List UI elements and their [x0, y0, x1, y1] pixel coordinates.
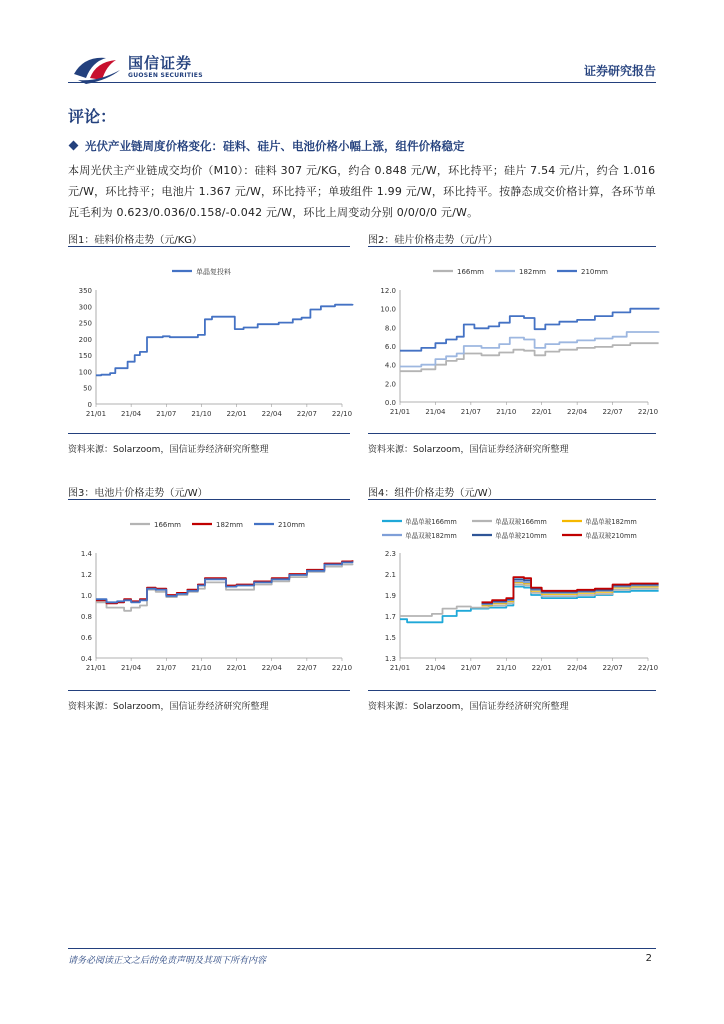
- y-tick-label: 100: [78, 368, 92, 377]
- legend-label: 单晶双玻210mm: [585, 532, 637, 540]
- y-tick-label: 200: [78, 335, 92, 344]
- figure-1-source: 资料来源：Solarzoom，国信证券经济研究所整理: [68, 445, 269, 455]
- series-line-166mm: [400, 343, 659, 371]
- y-tick-label: 150: [78, 352, 92, 361]
- figure-3-bottom-rule: [68, 690, 350, 691]
- x-tick-label: 22/04: [261, 410, 282, 418]
- series-line-单晶复投料: [96, 304, 353, 375]
- y-tick-label: 2.3: [384, 550, 396, 558]
- figure-1-caption: 图1：硅料价格走势（元/KG）: [68, 235, 203, 246]
- x-tick-label: 21/10: [496, 664, 517, 672]
- x-tick-label: 22/10: [637, 408, 659, 416]
- x-tick-label: 21/04: [425, 664, 446, 672]
- figure-4-rule: [368, 499, 656, 500]
- y-tick-label: 50: [83, 384, 92, 393]
- y-tick-label: 12.0: [380, 287, 396, 295]
- bullet-heading: [68, 138, 465, 154]
- bullet-heading-text: 光伏产业链周度价格变化：硅料、硅片、电池价格小幅上涨，组件价格稳定: [85, 139, 465, 153]
- x-tick-label: 22/01: [531, 664, 552, 672]
- logo-text-en: GUOSEN SECURITIES: [128, 72, 203, 79]
- legend-label: 单晶单玻166mm: [405, 518, 457, 526]
- series-line-182mm: [400, 332, 659, 367]
- x-tick-label: 21/04: [425, 408, 446, 416]
- y-tick-label: 1.4: [80, 550, 92, 558]
- series-line-单晶双玻166mm: [400, 585, 659, 617]
- figure-1-bottom-rule: [68, 433, 350, 434]
- footer-divider: [68, 948, 656, 949]
- logo-text-cn: 国信证券: [128, 54, 193, 72]
- x-tick-label: 21/07: [460, 408, 481, 416]
- figure-3-caption: 图3：电池片价格走势（元/W）: [68, 488, 208, 499]
- x-tick-label: 21/04: [121, 410, 142, 418]
- legend-label: 单晶双玻166mm: [495, 518, 547, 526]
- y-tick-label: 6.0: [384, 343, 396, 351]
- header-divider: [68, 82, 656, 83]
- y-tick-label: 1.5: [384, 634, 396, 642]
- x-tick-label: 21/10: [191, 410, 212, 418]
- report-type-label: 证券研究报告: [583, 64, 656, 78]
- x-tick-label: 22/01: [531, 408, 552, 416]
- x-tick-label: 22/04: [567, 664, 588, 672]
- legend-label: 210mm: [278, 521, 305, 529]
- x-tick-label: 21/10: [191, 664, 212, 672]
- y-tick-label: 1.2: [80, 571, 92, 579]
- legend-label: 单晶单玻210mm: [495, 532, 547, 540]
- y-tick-label: 0.8: [80, 613, 92, 621]
- y-tick-label: 2.0: [384, 380, 396, 389]
- y-tick-label: 250: [78, 319, 92, 328]
- x-tick-label: 22/01: [226, 410, 247, 418]
- footer-disclaimer: 请务必阅读正文之后的免责声明及其项下所有内容: [68, 956, 267, 966]
- y-tick-label: 1.7: [384, 613, 396, 621]
- x-tick-label: 22/07: [296, 410, 317, 418]
- legend-label: 166mm: [154, 521, 181, 529]
- figure-2-source: 资料来源：Solarzoom，国信证券经济研究所整理: [368, 445, 569, 455]
- y-tick-label: 1.0: [80, 592, 92, 600]
- legend-label: 210mm: [581, 268, 608, 276]
- x-tick-label: 22/04: [567, 408, 588, 416]
- x-tick-label: 21/01: [389, 408, 411, 416]
- y-tick-label: 0.6: [80, 634, 92, 642]
- legend-label: 182mm: [216, 521, 243, 529]
- x-tick-label: 22/04: [261, 664, 282, 672]
- x-tick-label: 21/01: [85, 410, 107, 418]
- x-tick-label: 22/10: [331, 664, 353, 672]
- x-tick-label: 22/07: [296, 664, 317, 672]
- legend-label: 单晶双玻182mm: [405, 532, 457, 540]
- figure-3-rule: [68, 499, 350, 500]
- x-tick-label: 21/07: [460, 664, 481, 672]
- y-tick-label: 350: [78, 287, 92, 295]
- y-tick-label: 300: [78, 303, 92, 312]
- x-tick-label: 22/07: [602, 664, 623, 672]
- legend-label: 单晶单玻182mm: [585, 518, 637, 526]
- x-tick-label: 22/01: [226, 664, 247, 672]
- figure-3-source: 资料来源：Solarzoom，国信证券经济研究所整理: [68, 702, 269, 712]
- figure-2-caption: 图2：硅片价格走势（元/片）: [368, 235, 498, 246]
- page-number: 2: [645, 953, 652, 964]
- figure-2-rule: [368, 246, 656, 247]
- x-tick-label: 21/04: [121, 664, 142, 672]
- y-tick-label: 2.1: [384, 571, 396, 579]
- x-tick-label: 21/10: [496, 408, 517, 416]
- legend-label: 166mm: [457, 268, 484, 276]
- chart-polysilicon-price: [68, 252, 353, 424]
- legend-label: 182mm: [519, 268, 546, 276]
- guosen-logo-icon: [72, 52, 124, 84]
- y-tick-label: 8.0: [384, 324, 396, 333]
- y-tick-label: 0.0: [384, 399, 396, 407]
- chart-module-price: [368, 505, 659, 683]
- chart-cell-price: [68, 505, 353, 683]
- y-tick-label: 0.4: [80, 655, 92, 663]
- series-line-单晶单玻166mm: [400, 587, 659, 623]
- figure-4-caption: 图4：组件价格走势（元/W）: [368, 488, 498, 499]
- x-tick-label: 21/07: [156, 664, 177, 672]
- summary-paragraph: 本周光伏主产业链成交均价（M10）：硅料 307 元/KG，约合 0.848 元/W，环比持平；硅片 7.54 元/片，约合 1.016 元/W，环比持平；电池片 1.367 元/W，环比持平；单玻组件 1.99 元/W，环比持平。按静态成交价格计算，各环节单瓦毛利为 0.623/0.036/0.158/-0.042 元/W，环比上周变动分别 0/0/0/0 元/W。: [68, 164, 656, 219]
- chart-wafer-price: [368, 252, 659, 424]
- y-tick-label: 4.0: [384, 361, 396, 370]
- x-tick-label: 22/10: [637, 664, 659, 672]
- y-tick-label: 1.3: [384, 655, 396, 663]
- section-title: 评论：: [68, 107, 117, 126]
- diamond-bullet-icon: [69, 141, 79, 151]
- y-tick-label: 1.9: [384, 592, 396, 600]
- x-tick-label: 22/10: [331, 410, 353, 418]
- y-tick-label: 0: [87, 401, 92, 409]
- y-tick-label: 10.0: [380, 305, 396, 314]
- figure-4-source: 资料来源：Solarzoom，国信证券经济研究所整理: [368, 702, 569, 712]
- x-tick-label: 22/07: [602, 408, 623, 416]
- x-tick-label: 21/01: [389, 664, 411, 672]
- x-tick-label: 21/01: [85, 664, 107, 672]
- figure-2-bottom-rule: [368, 433, 656, 434]
- figure-4-bottom-rule: [368, 690, 656, 691]
- figure-1-rule: [68, 246, 350, 247]
- x-tick-label: 21/07: [156, 410, 177, 418]
- legend-label: 单晶复投料: [196, 268, 231, 276]
